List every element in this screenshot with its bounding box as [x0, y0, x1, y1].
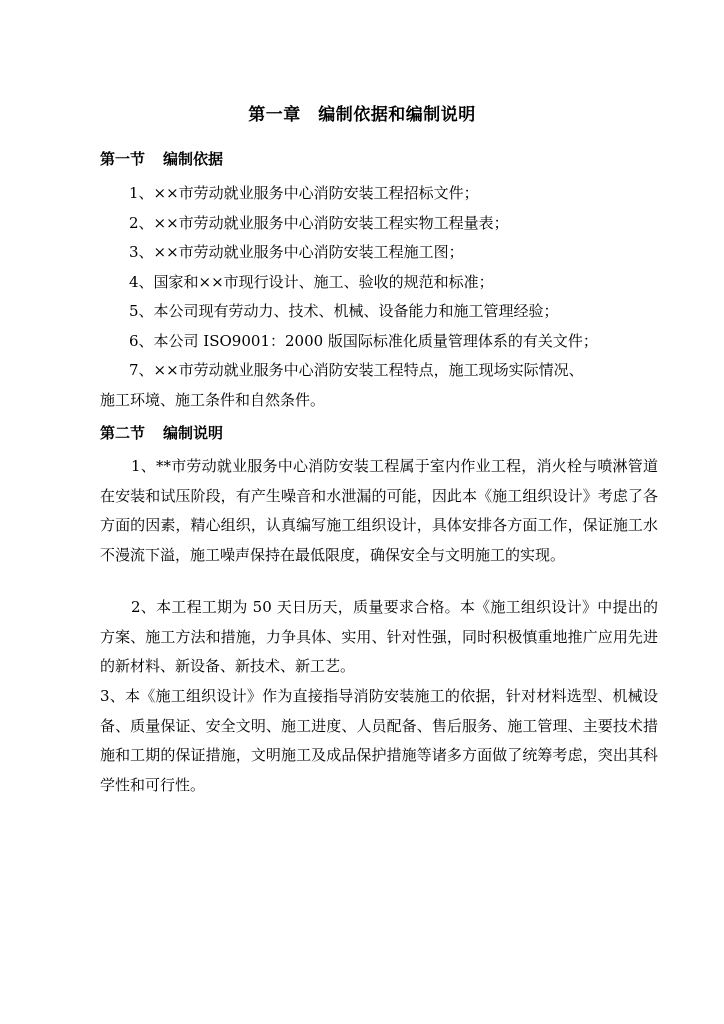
basis-list [100, 179, 660, 415]
list-item: 1、××市劳动就业服务中心消防安装工程招标文件； [129, 184, 479, 202]
notes-paragraph-1: 1、**市劳动就业服务中心消防安装工程属于室内作业工程，消火栓与喷淋管道在安装和试压阶段，有产生噪音和水泄漏的可能，因此本《施工组织设计》考虑了各方面的因素，精心组织，认真编写施工组织设计，具体安排各方面工作，保证施工水不漫流下溢，施工噪声保持在最低限度，确保安全与文明施工的实现。 [100, 457, 658, 564]
chapter-title: 第一章 编制依据和编制说明 [248, 105, 476, 125]
list-item: 7、××市劳动就业服务中心消防安装工程特点，施工现场实际情况、 [129, 361, 584, 379]
notes-paragraph-2: 2、本工程工期为 50 天日历天，质量要求合格。本《施工组织设计》中提出的方案、施工方法和措施，力争具体、实用、针对性强，同时积极慎重地推广应用先进的新材料、新设备、新技术、新工艺。 [100, 598, 658, 675]
section-number: 第一节 [100, 150, 146, 168]
section-number: 第二节 [100, 424, 146, 442]
section-title: 编制依据 [163, 150, 224, 168]
section-heading-notes [100, 421, 223, 445]
notes-paragraph-3: 3、本《施工组织设计》作为直接指导消防安装施工的依据，针对材料选型、机械设备、质量保证、安全文明、施工进度、人员配备、售后服务、施工管理、主要技术措施和工期的保证措施，文明施工及成品保护措施等诸多方面做了统筹考虑，突出其科学性和可行性。 [100, 687, 658, 794]
list-item: 4、国家和××市现行设计、施工、验收的规范和标准； [129, 272, 494, 291]
list-item: 3、××市劳动就业服务中心消防安装工程施工图； [129, 243, 464, 261]
section-title: 编制说明 [163, 424, 224, 442]
section-heading-basis [100, 147, 223, 171]
list-item: 6、本公司 ISO9001：2000 版国际标准化质量管理体系的有关文件； [129, 331, 598, 350]
list-item: 5、本公司现有劳动力、技术、机械、设备能力和施工管理经验； [129, 302, 559, 320]
list-item: 2、××市劳动就业服务中心消防安装工程实物工程量表； [129, 213, 509, 232]
list-item-continuation: 施工环境、施工条件和自然条件。 [100, 390, 326, 409]
